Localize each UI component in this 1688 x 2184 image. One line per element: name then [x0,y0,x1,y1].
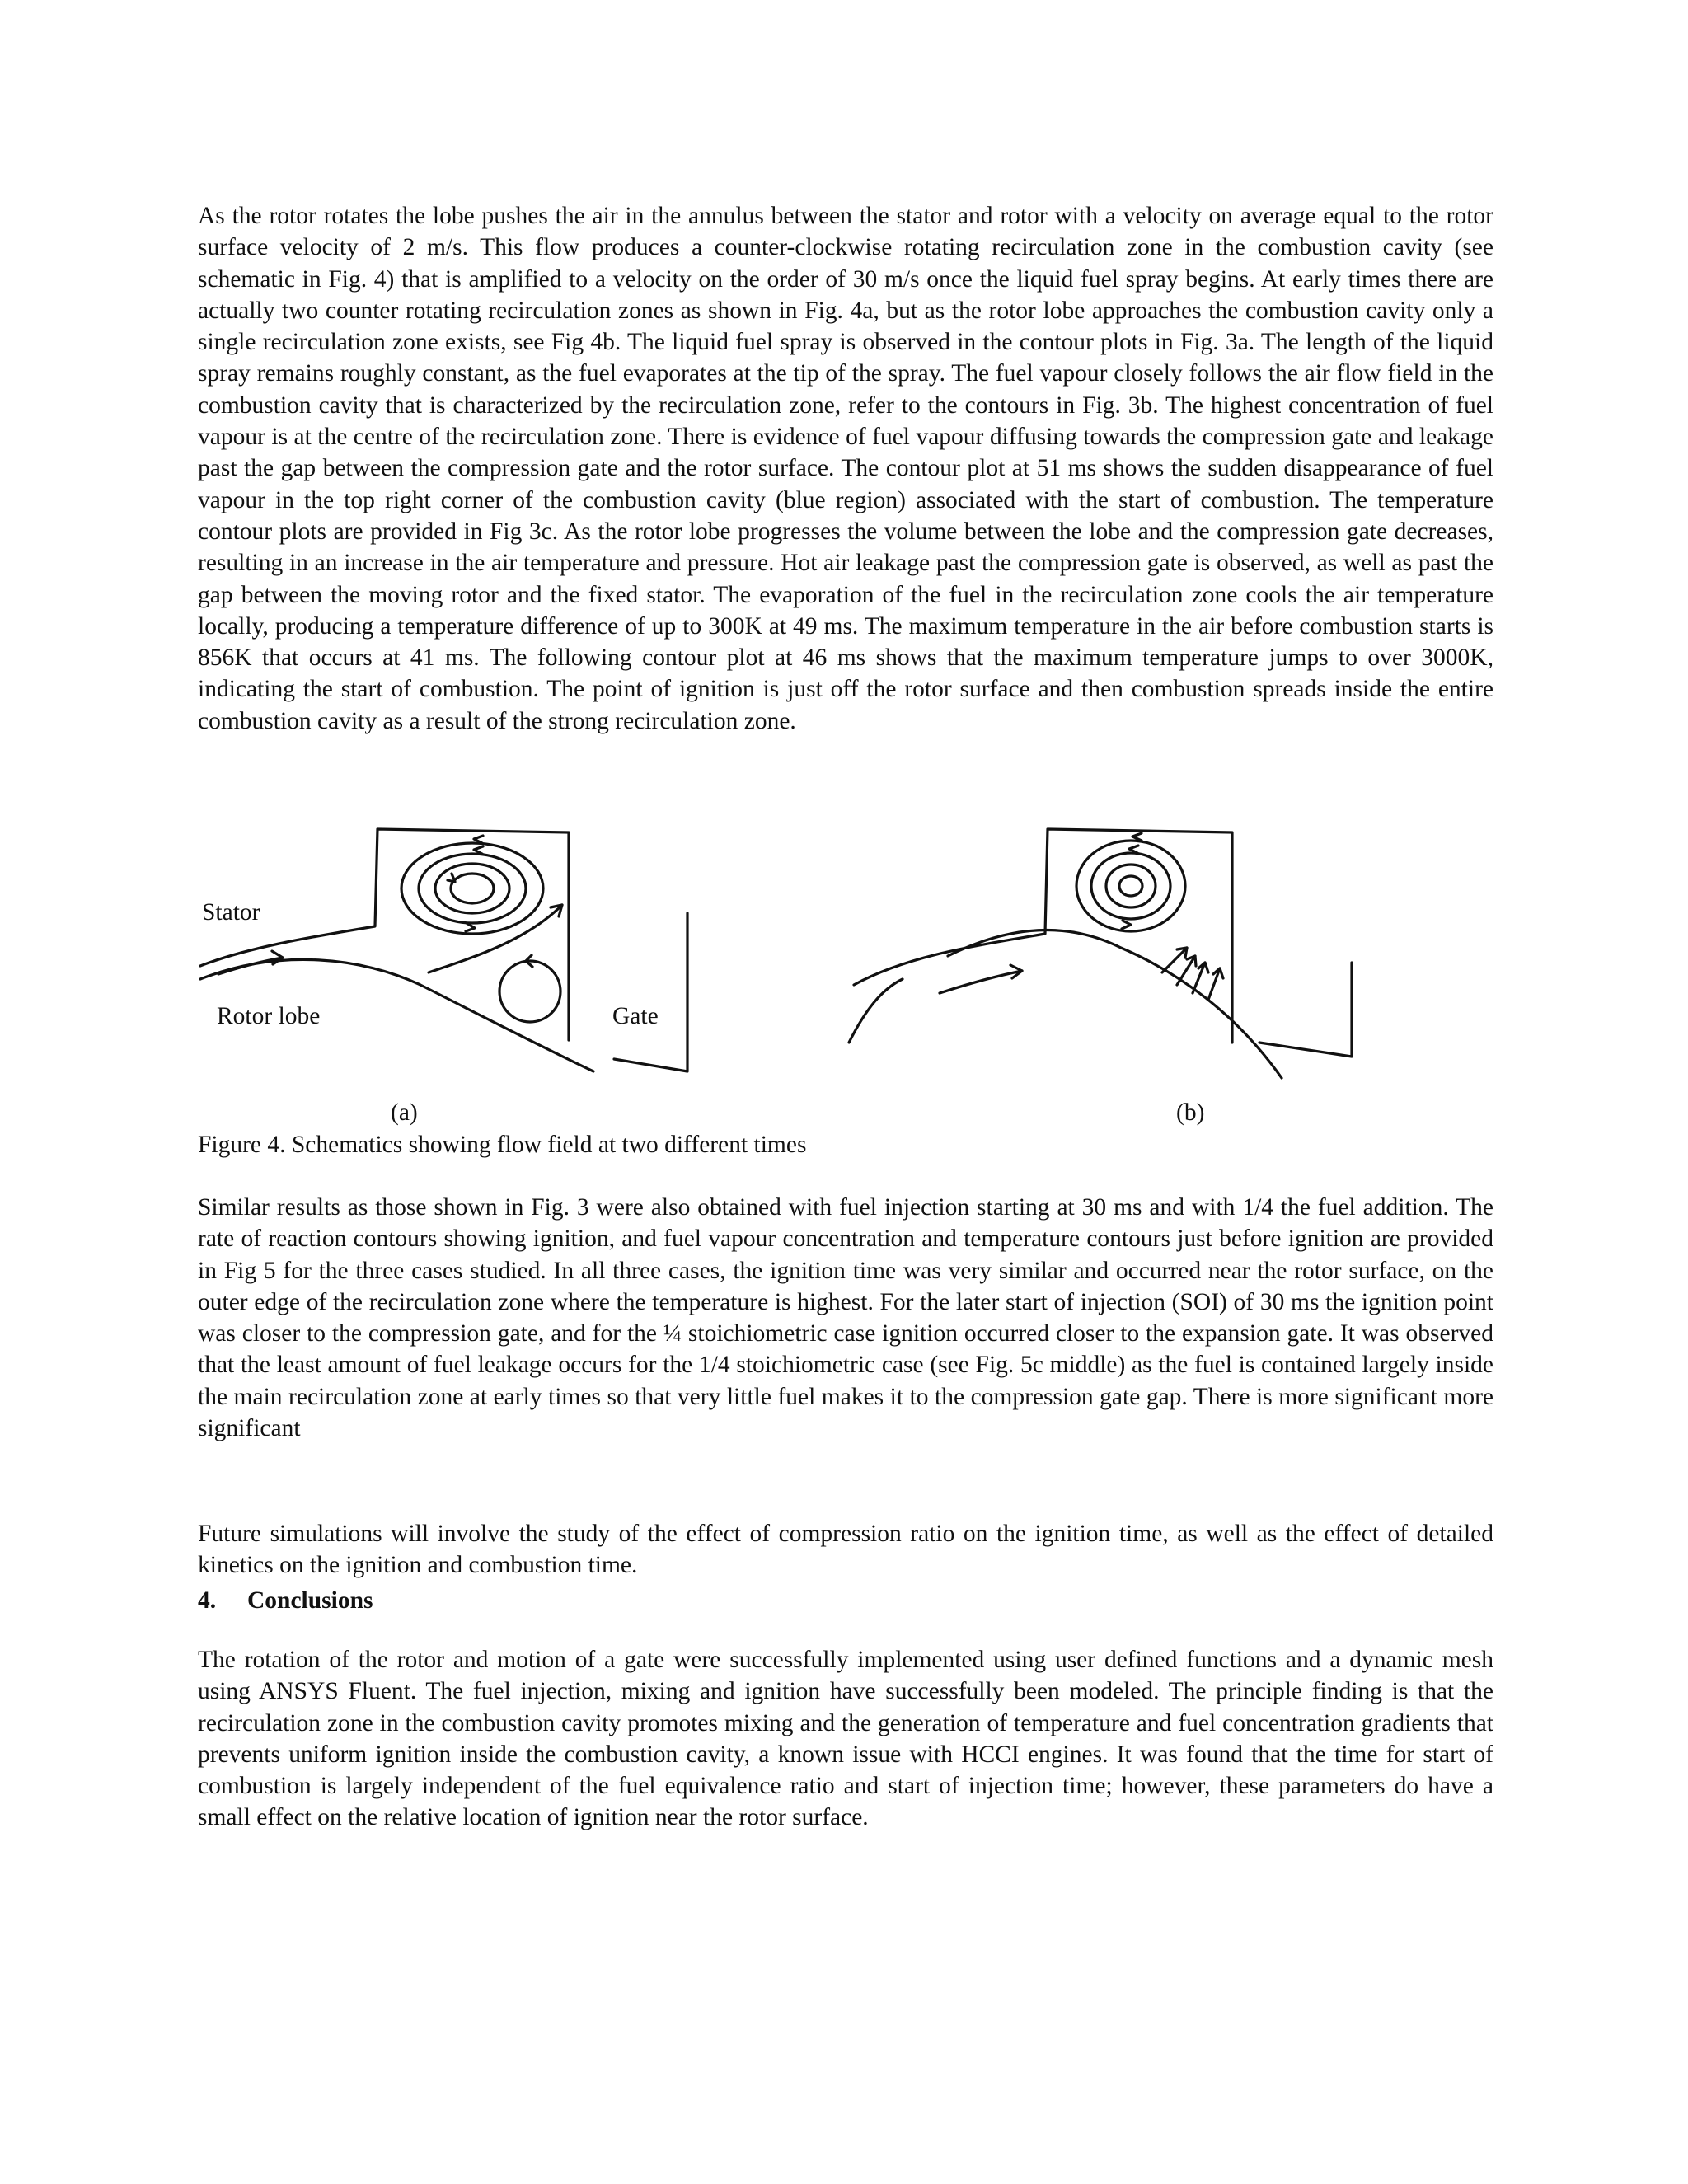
gate-a [614,913,687,1071]
paragraph-conclusions: The rotation of the rotor and motion of a gate were successfully implemented using user defined functions and a dynamic mesh using ANSYS Fluent. The fuel injection, mixing and ignition have successfully been modeled. The principle finding is that the recirculation zone in the combustion cavity promotes mixing and the generation of temperature and fuel concentration gradients that prevents uniform ignition inside the combustion cavity, a known issue with HCCI engines. It was found that the time for start of combustion is largely independent of the fuel equivalence ratio and start of injection time; however, these parameters do have a small effect on the relative location of ignition near the rotor surface. [198,1647,1493,1831]
recirculation-vortex-a [401,836,543,934]
secondary-vortex-a [499,955,560,1022]
inflow-arrow-b [940,971,1022,993]
paragraph-flow-field: As the rotor rotates the lobe pushes the air in the annulus between the stator and rotor with a velocity on average equal to the rotor surface velocity of 2 m/s. This flow produces a counter-clockwise rotating recirculation zone in the combustion cavity (see schematic in Fig. 4) that is amplified to a velocity on the order of 30 m/s once the liquid fuel spray begins. At early times there are actually two counter rotating recirculation zones as shown in Fig. 4a, but as the rotor lobe approaches the combustion cavity only a single recirculation zone exists, see Fig 4b. The liquid fuel spray is observed in the contour plots in Fig. 3a. The length of the liquid spray remains roughly constant, as the fuel evaporates at the tip of the spray. The fuel vapour closely follows the air flow field in the combustion cavity that is characterized by the recirculation zone, refer to the contours in Fig. 3b. The highest concentration of fuel vapour is at the centre of the recirculation zone. There is evidence of fuel vapour diffusing towards the compression gate and leakage past the gap between the compression gate and the rotor surface. The contour plot at 51 ms shows the sudden disappearance of fuel vapour in the top right corner of the combustion cavity (blue region) associated with the start of combustion. The temperature contour plots are provided in Fig 3c. As the rotor lobe progresses the volume between the lobe and the compression gate decreases, resulting in an increase in the air temperature and pressure. Hot air leakage past the compression gate is observed, as well as past the gap between the moving rotor and the fixed stator. The evaporation of the fuel in the recirculation zone cools the air temperature locally, producing a temperature difference of up to 300K at 49 ms. The maximum temperature in the air before combustion starts is 856K that occurs at 41 ms. The following contour plot at 46 ms shows that the maximum temperature jumps to over 3000K, indicating the start of combustion. The point of ignition is just off the rotor surface and then combustion spreads inside the entire combustion cavity as a result of the strong recirculation zone. [198,203,1493,734]
inflow-arrow-a [218,958,283,974]
recirculation-vortex-b [1076,833,1185,931]
schematic-a [200,829,687,1071]
subfigure-label-b: (b) [1176,1099,1205,1126]
schematic-b [849,829,1352,1078]
paragraph-similar-results: Similar results as those shown in Fig. 3 were also obtained with fuel injection starting at 30 ms and with 1/4 the fuel addition. The rate of reaction contours showing ignition, and fuel vapour concentration and temperature contours just before ignition are provided in Fig 5 for the three cases studied. In all three cases, the ignition time was very similar and occurred near the rotor surface, on the outer edge of the recirculation zone where the temperature is highest. For the later start of injection (SOI) of 30 ms the ignition point was closer to the compression gate, and for the ¼ stoichiometric case ignition occurred closer to the expansion gate. It was observed that the least amount of fuel leakage occurs for the 1/4 stoichiometric case (see Fig. 5c middle) as the fuel is contained largely inside the main recirculation zone at early times so that very little fuel makes it to the compression gate gap. There is more significant more significant [198,1194,1493,1442]
section-title: Conclusions [247,1587,373,1614]
subfigure-label-a: (a) [391,1099,418,1126]
paragraph-future-work: Future simulations will involve the study of the effect of compression ratio on the ignition time, as well as the effect of detailed kinetics on the ignition and combustion time. [198,1521,1493,1579]
label-gate: Gate [612,1003,659,1029]
section-number: 4. [198,1587,217,1614]
label-stator: Stator [202,899,260,926]
label-rotor-lobe: Rotor lobe [217,1003,321,1029]
gate-b [1259,963,1352,1057]
section-heading-conclusions [198,1587,373,1615]
figure-caption: Figure 4. Schematics showing flow field at two different times [198,1132,807,1158]
rotor-surface-b [849,979,903,1043]
